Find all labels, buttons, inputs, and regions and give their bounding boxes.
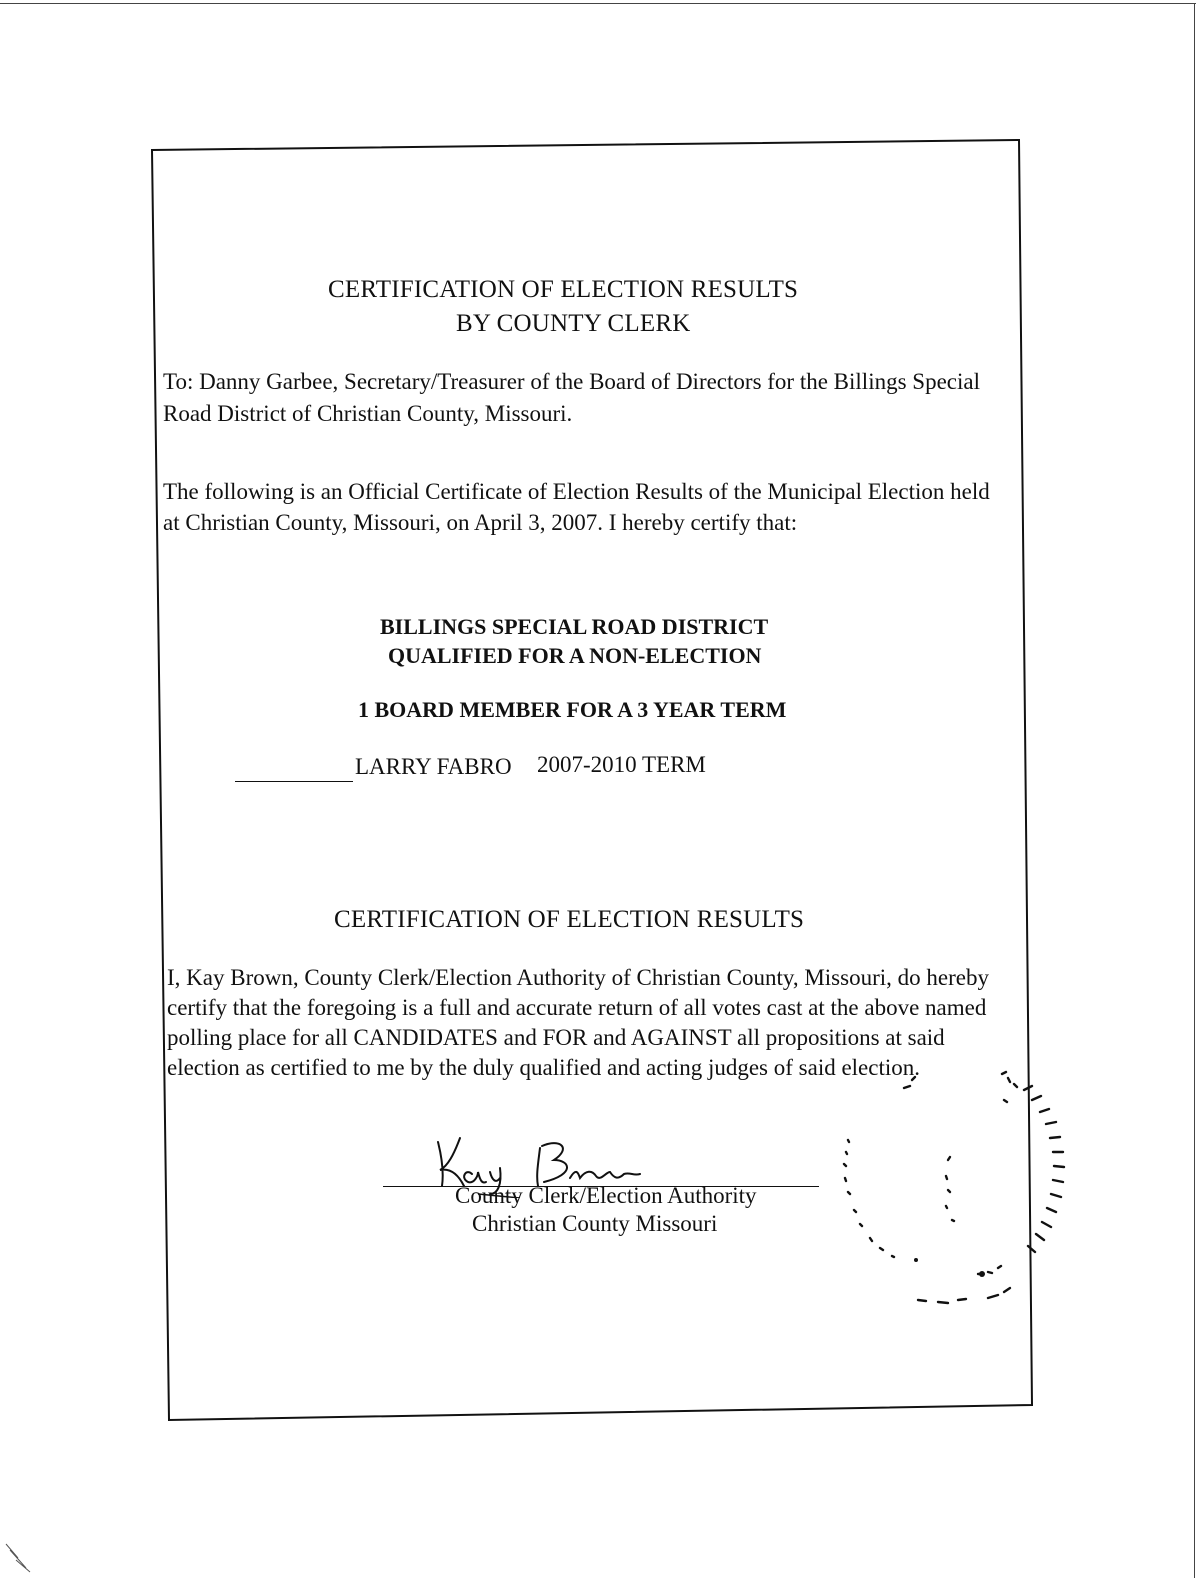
certification-line-3: polling place for all CANDIDATES and FOR and AGAINST all propositions at said: [167, 1025, 945, 1050]
heading-line-2: BY COUNTY CLERK: [456, 310, 691, 337]
certification-line-4: election as certified to me by the duly qualified and acting judges of said election.: [167, 1055, 921, 1080]
signer-title-line-1: County Clerk/Election Authority: [455, 1183, 757, 1208]
vote-blank-line: [235, 781, 353, 782]
heading-line-1: CERTIFICATION OF ELECTION RESULTS: [328, 276, 799, 303]
signer-title-line-2: Christian County Missouri: [472, 1211, 718, 1236]
certification-line-1: I, Kay Brown, County Clerk/Election Authority of Christian County, Missouri, do hereby: [167, 965, 989, 990]
certification-title: CERTIFICATION OF ELECTION RESULTS: [334, 906, 805, 933]
district-line-2: QUALIFIED FOR A NON-ELECTION: [388, 643, 762, 668]
intro-line-1: The following is an Official Certificate of Election Results of the Municipal Election held: [163, 479, 990, 504]
addressee-line-1: To: Danny Garbee, Secretary/Treasurer of the Board of Directors for the Billings Special: [163, 369, 980, 394]
district-line-1: BILLINGS SPECIAL ROAD DISTRICT: [380, 614, 769, 639]
addressee-line-2: Road District of Christian County, Missouri.: [163, 401, 573, 426]
candidate-name: LARRY FABRO: [355, 754, 512, 779]
county-seal-stamp: [828, 1060, 1098, 1320]
intro-line-2: at Christian County, Missouri, on April 3, 2007. I hereby certify that:: [163, 510, 798, 535]
certification-line-2: certify that the foregoing is a full and accurate return of all votes cast at the above named: [167, 995, 987, 1020]
candidate-term: 2007-2010 TERM: [537, 752, 706, 777]
office-heading: 1 BOARD MEMBER FOR A 3 YEAR TERM: [358, 697, 787, 722]
